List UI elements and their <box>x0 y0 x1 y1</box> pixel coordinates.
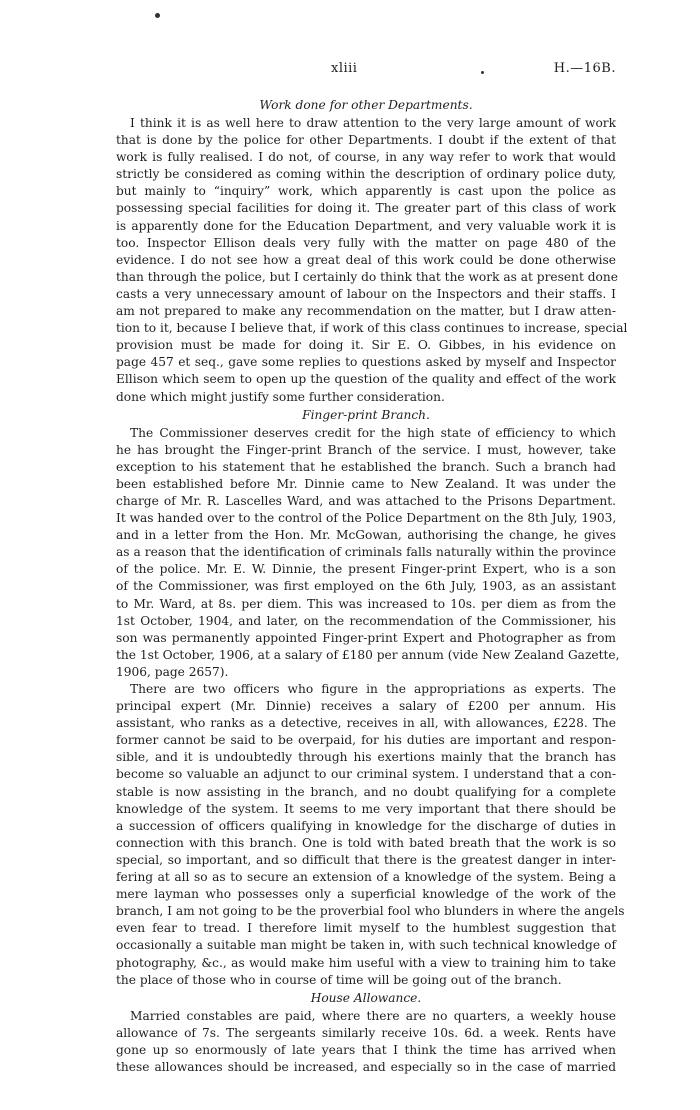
section-heading: Work done for other Departments. <box>259 98 473 112</box>
text-line: but mainly to “inquiry” work, which apparently is cast upon the police as <box>116 184 616 199</box>
text-line: a succession of officers qualifying in knowledge for the discharge of duties in <box>116 818 616 833</box>
text-line: done which might justify some further consideration. <box>116 389 445 404</box>
text-line: provision must be made for doing it. Sir E. O. Gibbes, in his evidence on <box>116 338 616 353</box>
page-header <box>116 61 616 81</box>
text-line: the place of those who in course of time will be going out of the branch. <box>116 972 562 987</box>
text-line: photography, &c., as would make him useful with a view to training him to take <box>116 955 616 970</box>
text-line: gone up so enormously of late years that I think the time has arrived when <box>116 1042 616 1057</box>
text-line: evidence. I do not see how a great deal of this work could be done otherwise <box>116 252 616 267</box>
text-line: too. Inspector Ellison deals very fully with the matter on page 480 of the <box>116 235 616 250</box>
text-line: become so valuable an adjunct to our criminal system. I understand that a con- <box>116 767 616 782</box>
page-speck <box>155 13 160 18</box>
text-line: possessing special facilities for doing it. The greater part of this class of work <box>116 201 616 216</box>
text-line: occasionally a suitable man might be taken in, with such technical knowledge of <box>116 938 616 953</box>
text-line: There are two officers who figure in the appropriations as experts. The <box>130 682 616 696</box>
text-line: allowance of 7s. The sergeants similarly receive 10s. 6d. a week. Rents have <box>116 1025 616 1040</box>
text-line: special, so important, and so difficult that there is the greatest danger in inter- <box>116 852 616 867</box>
text-line: is apparently done for the Education Department, and very valuable work it is <box>116 218 616 233</box>
text-line: 1906, page 2657). <box>116 664 229 679</box>
section-heading: Finger-print Branch. <box>302 407 430 422</box>
text-line: as a reason that the identification of criminals falls naturally within the province <box>116 545 616 560</box>
text-line: work is fully realised. I do not, of course, in any way refer to work that would <box>116 150 616 165</box>
text-line: been established before Mr. Dinnie came to New Zealand. It was under the <box>116 476 616 491</box>
text-line: The Commissioner deserves credit for the high state of efficiency to which <box>130 425 616 440</box>
text-line: connection with this branch. One is told with bated breath that the work is so <box>116 835 616 850</box>
text-line: 1st October, 1904, and later, on the recommendation of the Commissioner, his <box>116 613 616 628</box>
text-line: mere layman who possesses only a superficial knowledge of the work of the <box>116 887 616 902</box>
section-heading: House Allowance. <box>310 990 422 1005</box>
text-line: tion to it, because I believe that, if work of this class continues to increase, special <box>116 321 628 336</box>
text-line: former cannot be said to be overpaid, for his duties are important and respon- <box>116 733 616 748</box>
text-line: even fear to tread. I therefore limit myself to the humblest suggestion that <box>116 921 616 936</box>
text-line: knowledge of the system. It seems to me very important that there should be <box>116 801 616 816</box>
text-line: casts a very unnecessary amount of labour on the Inspectors and their staffs. I <box>116 286 616 301</box>
text-line: the 1st October, 1906, at a salary of £180 per annum (vide New Zealand Gazette, <box>116 647 620 662</box>
text-line: Married constables are paid, where there are no quarters, a weekly house <box>130 1008 616 1023</box>
text-line: strictly be considered as coming within the description of ordinary police duty, <box>116 167 616 182</box>
text-line: stable is now assisting in the branch, and no doubt qualifying for a complete <box>116 784 616 799</box>
text-line: of the Commissioner, was first employed on the 6th July, 1903, as an assistant <box>116 579 616 594</box>
text-line: assistant, who ranks as a detective, receives in all, with allowances, £228. The <box>116 716 616 731</box>
text-line: of the police. Mr. E. W. Dinnie, the present Finger-print Expert, who is a son <box>116 562 616 577</box>
text-line: charge of Mr. R. Lascelles Ward, and was attached to the Prisons Department. <box>116 493 616 508</box>
text-line: am not prepared to make any recommendation on the matter, but I draw atten- <box>116 304 616 319</box>
text-line: page 457 et seq., gave some replies to questions asked by myself and Inspector <box>116 355 616 370</box>
text-line: than through the police, but I certainly do think that the work as at present done <box>116 269 618 284</box>
paragraph <box>116 425 620 681</box>
paragraph <box>116 115 628 406</box>
text-line: to Mr. Ward, at 8s. per diem. This was increased to 10s. per diem as from the <box>116 596 616 611</box>
text-line: Ellison which seem to open up the question of the quality and effect of the work <box>116 372 616 387</box>
document-reference: H.—16B. <box>553 61 616 76</box>
text-line: fering at all so as to secure an extension of a knowledge of the system. Being a <box>116 870 616 885</box>
paragraph <box>116 681 625 989</box>
text-line: he has brought the Finger-print Branch of the service. I must, however, take <box>116 442 616 457</box>
text-line: It was handed over to the control of the Police Department on the 8th July, 1903, <box>116 511 617 526</box>
text-line: I think it is as well here to draw attention to the very large amount of work <box>130 116 616 130</box>
text-line: exception to his statement that he established the branch. Such a branch had <box>116 459 616 474</box>
document-body <box>116 96 628 1076</box>
text-line: principal expert (Mr. Dinnie) receives a salary of £200 per annum. His <box>116 699 616 714</box>
text-line: son was permanently appointed Finger-print Expert and Photographer as from <box>116 630 616 645</box>
page-number: xliii <box>331 61 358 76</box>
text-line: sible, and it is undoubtedly through his exertions mainly that the branch has <box>116 750 616 765</box>
text-line: branch, I am not going to be the proverbial fool who blunders in where the angels <box>116 904 625 919</box>
paragraph <box>116 1008 616 1076</box>
text-line: that is done by the police for other Departments. I doubt if the extent of that <box>116 133 616 148</box>
text-line: these allowances should be increased, and especially so in the case of married <box>116 1059 616 1074</box>
text-line: and in a letter from the Hon. Mr. McGowan, authorising the change, he gives <box>116 528 616 543</box>
